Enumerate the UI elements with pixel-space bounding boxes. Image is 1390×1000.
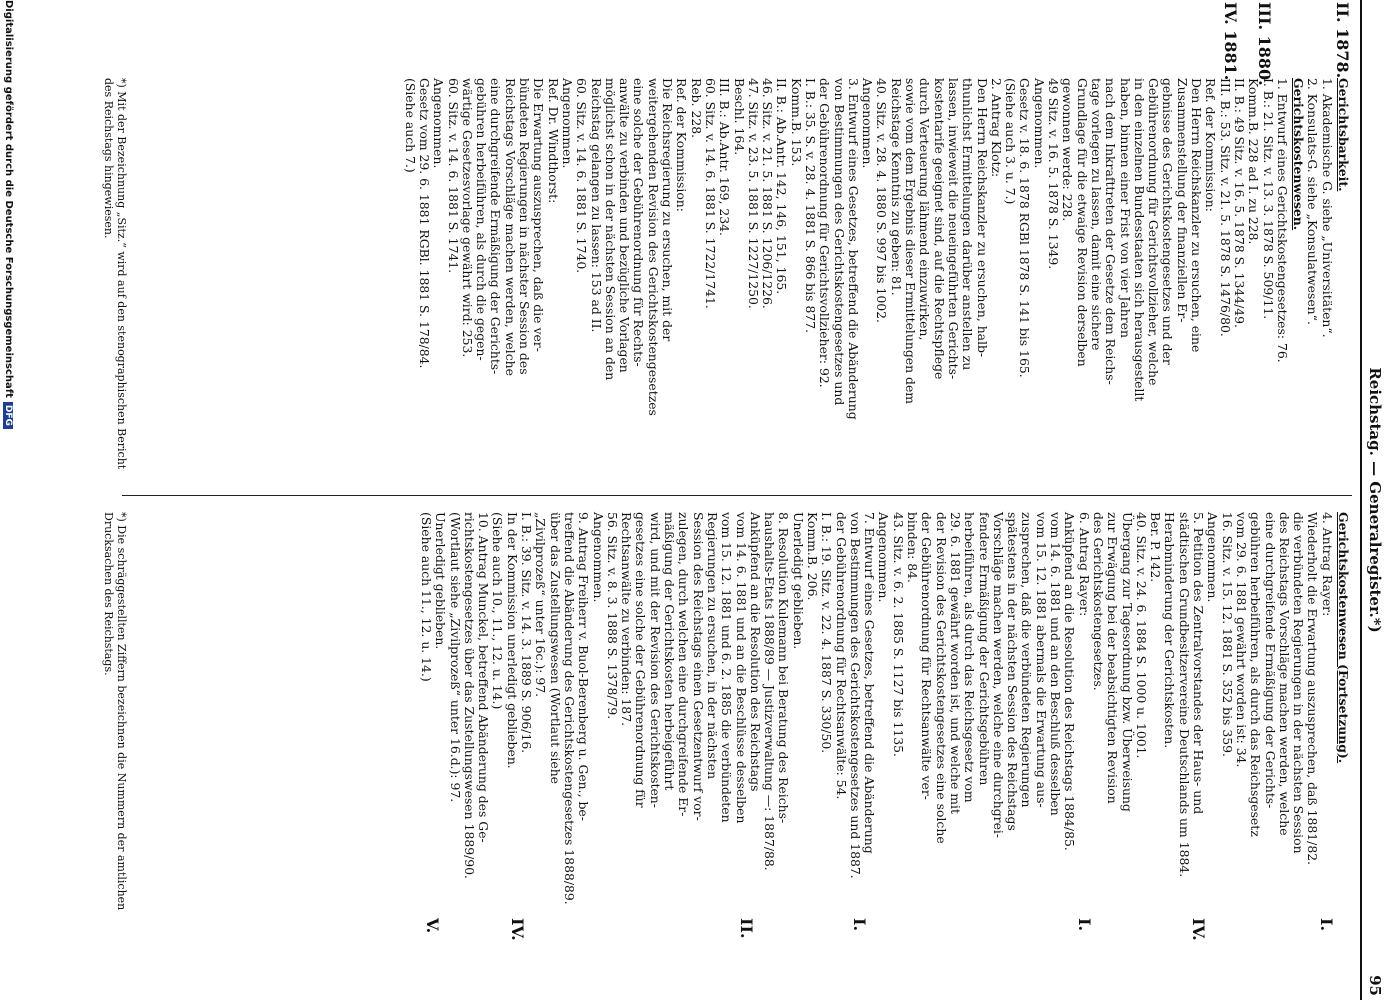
- text-line: (Siehe auch 11., 12. u. 14.): [419, 512, 434, 682]
- text-line: 60. Sitz. v. 14. 6. 1881 S. 1722/1741.: [702, 78, 718, 309]
- text-line: von Bestimmungen des Gerichtskostengesetzes und: [831, 78, 847, 406]
- margin-mark: IV.: [508, 918, 527, 941]
- margin-mark: IV.: [1189, 918, 1208, 941]
- text-line: Ref. der Kommission:: [1203, 78, 1219, 212]
- text-line: bündeten Regierungen in nächster Session des: [517, 78, 533, 375]
- text-line: anwälte zu verbinden und bezügliche Vorlagen: [617, 78, 633, 373]
- text-line: Reichstage Kenntnis zu geben: 81.: [888, 78, 904, 296]
- left-column: [402, 78, 1350, 478]
- text-line: haushalts-Etats 1888/89 — Justizverwaltung —: 1887/88.: [762, 512, 778, 871]
- left-text-block: [402, 78, 1288, 478]
- right-text-block: [419, 512, 1334, 917]
- text-line: fendere Ermäßigung der Gerichtsgebühren: [976, 512, 992, 786]
- footnote: *) Mit der Bezeichnung „Sitz.“ wird auf den stenographischen Bericht des Reichstags hingewiesen.: [102, 78, 128, 470]
- text-line: Angenommen.: [559, 78, 575, 169]
- text-line: von Bestimmungen des Gerichtskostengesetzes und 1887.: [847, 512, 863, 879]
- text-line: spätestens in der nächsten Session des Reichstags: [1005, 512, 1021, 831]
- text-line: Rechtsanwälte zu verbinden: 187.: [619, 512, 635, 727]
- text-line: der Gebührenordnung für Rechtsanwälte ver-: [919, 512, 935, 800]
- footnote: *) Die schräggestellten Ziffern bezeichnen die Nummern der amtlichen Drucksachen des Reichstags.: [102, 512, 128, 911]
- text-line: Herabminderung der Gerichtskosten.: [1162, 512, 1178, 749]
- text-line: III. B.: Ab.Antr. 169, 234.: [717, 78, 733, 236]
- text-line: Gesetz vom 29. 6. 1881 RGBl. 1881 S. 178/84.: [417, 78, 432, 369]
- text-line: kostentarife geeignet sind, auf die Rechtspflege: [931, 78, 947, 380]
- text-line: zur Erwägung bei der beabsichtigten Revision: [1105, 512, 1121, 804]
- text-line: der Revision des Gerichtskostengesetzes eine solche: [933, 512, 949, 844]
- text-line: treffend die Abänderung des Gerichtskostengesetzes 1888/89.: [561, 512, 577, 905]
- text-line: zulegen, durch welchen eine durchgreifende Er-: [676, 512, 692, 817]
- text-line: 46. Sitz. v. 21. 5. 1881 S. 1206/1226.: [760, 78, 776, 309]
- text-line: 6. Antrag Rayer:: [1076, 512, 1092, 617]
- text-line: binden: 84.: [905, 512, 921, 583]
- text-line: 1. Entwurf eines Gerichtskostengesetzes: 76.: [1274, 78, 1290, 363]
- text-line: in den einzelnen Bundesstaaten sich herausgestellt: [1131, 78, 1147, 402]
- text-line: 60. Sitz. v. 14. 6. 1881 S. 1741.: [445, 78, 461, 274]
- text-line: Angenommen.: [876, 512, 892, 603]
- text-line: Anküpfend an die Resolution des Reichstags: [747, 512, 763, 792]
- text-line: (Siehe auch 3. u. 7.): [1003, 78, 1019, 205]
- margin-mark: I.: [850, 918, 869, 932]
- text-line: (Wortlaut siehe „Zivilprozeß“ unter 16.d.): 97.: [447, 512, 463, 803]
- text-line: 16. Sitz. v. 15. 12. 1881 S. 352 bis 359.: [1219, 512, 1235, 757]
- text-line: tage vorlegen zu lassen, damit eine sichere: [1088, 78, 1104, 351]
- text-line: Session des Reichstags einen Gesetzentwurf vor-: [690, 512, 706, 821]
- margin-mark: III. 1880.: [1255, 2, 1274, 86]
- text-line: 40. Sitz. v. 28. 4. 1880 S. 997 bis 1002.: [874, 78, 890, 323]
- text-line: wird, und mit der Revision des Gerichtskosten-: [647, 512, 663, 808]
- text-line: wärtige Gesetzesvorlage gewährt wird: 253.: [459, 78, 475, 358]
- margin-mark: I.: [1075, 918, 1094, 932]
- text-line: II. B.: 49 Sitz. v. 16. 5. 1878 S. 1344/49.: [1231, 78, 1247, 328]
- text-line: des Gerichtskostengesetzes.: [1090, 512, 1106, 691]
- text-line: vom 15. 12. 1881 und 6. 2. 1885 die verbündeten: [719, 512, 735, 823]
- page-number: 95: [1366, 975, 1384, 996]
- text-line: 10. Antrag Munckel, betreffend Abänderung des Ge-: [476, 512, 492, 843]
- text-line: Komm.B. 206.: [805, 512, 821, 601]
- text-line: Angenommen.: [860, 78, 876, 169]
- text-line: Beschl. 164.: [731, 78, 747, 156]
- text-line: lassen, inwieweit die neueingeführten Gerichts-: [945, 78, 961, 380]
- text-line: In der Kommission unerledigt geblieben.: [504, 512, 520, 769]
- text-line: herbeiführen, als durch das Reichsgesetz vom: [962, 512, 978, 803]
- text-line: vom 15. 12. 1881 abermals die Erwartung aus-: [1033, 512, 1049, 808]
- page-title: Reichstag. — Generalregister.*): [1366, 367, 1384, 633]
- text-line: Angenommen.: [431, 78, 447, 169]
- text-line: gebnisse des Gerichtskostengesetzes und der: [1160, 78, 1176, 365]
- text-line: 40. Sitz. v. 24. 6. 1884 S. 1000 u. 1001.: [1133, 512, 1149, 759]
- margin-mark: II. 1878.: [1333, 2, 1352, 79]
- text-line: II. B.: Ab.Antr. 142, 146, 151, 165.: [774, 78, 790, 295]
- text-line: 1. Akademische G. siehe „Universitäten“.: [1319, 78, 1335, 338]
- text-line: gewonnen werde: 228.: [1060, 78, 1076, 222]
- text-line: (Siehe auch 10., 11., 12. u. 14.): [490, 512, 506, 710]
- text-line: Die Reichsregierung zu ersuchen, mit der: [660, 78, 676, 342]
- text-line: 5. Petition des Zentralvorstandes der Haus- und: [1191, 512, 1207, 815]
- text-line: Übergang zur Tagesordnung bzw. Überweisung: [1119, 512, 1135, 812]
- text-line: eine solche der Gebührenordnung für Rechts-: [631, 78, 647, 367]
- text-line: möglichst schon in der nächsten Session an den: [602, 78, 618, 381]
- text-line: Angenommen.: [1031, 78, 1047, 169]
- text-line: thunlichst Ermittelungen darüber anstellen zu: [960, 78, 976, 371]
- section-heading: Gerichtskostenwesen.: [1291, 78, 1307, 231]
- text-line: 9. Antrag Freiherr v. Buol-Berenberg u. Gen., be-: [576, 512, 592, 821]
- text-line: 29. 6. 1881 gewährt worden ist, und welche mit: [947, 512, 963, 814]
- text-line: I. B.: 39. Sitz. v. 14. 3. 1889 S. 906/16.: [519, 512, 535, 754]
- text-line: eine durchgreifende Ermäßigung der Gerichts-: [1262, 512, 1278, 809]
- margin-mark: IV. 1881.: [1221, 2, 1240, 81]
- text-line: Ref. der Kommission:: [674, 78, 690, 212]
- text-line: haben, binnen einer Frist von vier Jahren: [1117, 78, 1133, 338]
- text-line: 2. Antrag Klotz:: [988, 78, 1004, 178]
- text-line: Ref. Dr. Windthorst:: [545, 78, 561, 204]
- text-line: Reb. 228.: [688, 78, 704, 139]
- text-line: I. B.: 19. Sitz. v. 22. 4. 1887 S. 330/50.: [819, 512, 835, 754]
- text-line: mäßigung der Gerichtskosten herbeigeführt: [662, 512, 678, 791]
- text-line: Vorschläge machen werden, welche eine durchgrei-: [990, 512, 1006, 839]
- text-line: nach dem Inkrafttreten der Gesetze dem Reichs-: [1103, 78, 1119, 385]
- text-line: vom 14. 6. 1881 und an die Beschlüsse desselben: [733, 512, 749, 824]
- text-line: sowie vom dem Ergebnis dieser Ermittelungen dem: [903, 78, 919, 405]
- text-line: Die Erwartung auszusprechen, daß die ver-: [531, 78, 547, 352]
- text-line: gebühren herbeiführen, als durch das Reichsgesetz: [1248, 512, 1264, 837]
- column-divider: [122, 495, 1352, 496]
- text-line: 8. Resolution Kulemann bei Beratung des Reichs-: [776, 512, 792, 824]
- text-line: 43. Sitz. v. 6. 2. 1885 S. 1127 bis 1135.: [890, 512, 906, 757]
- text-line: eine durchgreifende Ermäßigung der Gerichts-: [488, 78, 504, 375]
- text-line: 56. Sitz. v. 8. 3. 1888 S. 1378/79.: [604, 512, 620, 720]
- page-header: [1360, 0, 1384, 1000]
- text-line: Den Herrn Reichskanzler zu ersuchen, eine: [1189, 78, 1205, 353]
- text-line: der Gebührenordnung für Gerichtsvollzieher: 92.: [817, 78, 833, 388]
- text-line: der Gebührenordnung für Rechtsanwälte: 54.: [833, 512, 849, 800]
- text-line: Unerledigt geblieben.: [433, 512, 449, 650]
- text-line: Reichstags Vorschläge machen werden, welche: [502, 78, 518, 376]
- text-line: I. B.: 35. S. v. 28. 4. 1881 S. 866 bis 877.: [803, 78, 819, 334]
- text-line: Zusammenstellung der finanziellen Er-: [1174, 78, 1190, 323]
- right-column: [419, 512, 1350, 917]
- text-line: 3. Entwurf eines Gesetzes, betreffend die Abänderung: [845, 78, 861, 420]
- text-line: über das Zustellungswesen (Wortlaut siehe: [547, 512, 563, 785]
- text-line: Den Herrn Reichskanzler zu ersuchen, halb-: [974, 78, 990, 358]
- text-line: I. B.: 21. Sitz. v. 13. 3. 1878 S. 509/11.: [1260, 78, 1276, 320]
- text-line: 4. Antrag Rayer:: [1319, 512, 1335, 617]
- section-heading: Gerichtskostenwesen (Fortsetzung).: [1336, 512, 1351, 764]
- credit-text: Digitalisierung gefördert durch die Deutsche Forschungsgemeinschaft: [3, 0, 14, 398]
- text-line: „Zivilprozeß“ unter 16c.): 97.: [533, 512, 549, 698]
- text-line: III. B.: 53. Sitz. v. 21. 5. 1878 S. 1476/80.: [1217, 78, 1233, 337]
- text-line: Komm.B. 228 ad I. zu 228.: [1246, 78, 1262, 245]
- text-line: richtskostengesetzes über das Zustellungswesen 1889/90.: [461, 512, 477, 879]
- text-line: weitergehenden Revision des Gerichtskostengesetzes: [645, 78, 661, 416]
- text-line: Regierungen zu ersuchen, in der nächsten: [704, 512, 720, 780]
- text-line: Gebührenordnung für Gerichtsvollzieher, welche: [1146, 78, 1162, 386]
- text-line: durch Verteuerung lähmend einzuwirken,: [917, 78, 933, 341]
- text-line: vom 14. 6. 1881 und an den Beschluß desselben: [1048, 512, 1064, 816]
- text-line: Unerledigt geblieben.: [790, 512, 806, 650]
- text-line: Grundlage für die etwaige Revision derselben: [1074, 78, 1090, 367]
- text-line: zusprechen, daß die verbündeten Regierungen: [1019, 512, 1035, 808]
- text-line: 47. Sitz. v. 23. 5. 1881 S. 1227/1250.: [745, 78, 761, 309]
- digitization-credit: [3, 0, 14, 1000]
- text-line: 7. Entwurf eines Gesetzes, betreffend die Abänderung: [862, 512, 878, 854]
- text-line: 49 Sitz. v. 16. 5. 1878 S. 1349.: [1046, 78, 1062, 270]
- text-line: Anküpfend an die Resolution des Reichstags 1884/85.: [1062, 512, 1078, 851]
- text-line: Ber. P. 142.: [1148, 512, 1164, 583]
- section-heading: Gerichtsbarkeit.: [1336, 78, 1351, 192]
- text-line: 60. Sitz. v. 14. 6. 1881 S. 1740.: [574, 78, 590, 274]
- text-line: die verbündeten Regierungen in der nächsten Session: [1291, 512, 1307, 854]
- text-line: (Siehe auch 7.): [402, 78, 418, 173]
- text-line: Angenommen.: [1205, 512, 1221, 603]
- text-line: Wiederholt die Erwartung auszusprechen, daß 1881/82.: [1305, 512, 1321, 866]
- text-line: vom 29. 6. 1881 gewährt worden ist: 34.: [1233, 512, 1249, 768]
- text-line: städtischen Grundbesitzervereine Deutschlands um 1884.: [1176, 512, 1192, 878]
- text-line: Angenommen.: [590, 512, 606, 603]
- text-line: Reichstag gelangen zu lassen: 153 ad II.: [588, 78, 604, 333]
- text-line: Gesetz v. 18. 6. 1878 RGBl 1878 S. 141 bis 165.: [1017, 78, 1033, 378]
- text-line: gebühren herbeiführen, als durch die gegen-: [474, 78, 490, 361]
- text-line: gesetzes eine solche der Gebührenordnung für: [633, 512, 649, 808]
- text-line: des Reichstags Vorschläge machen werden, welche: [1276, 512, 1292, 836]
- dfg-logo: DFG: [3, 402, 13, 429]
- margin-mark: V.: [423, 918, 442, 934]
- margin-mark: II.: [737, 918, 756, 939]
- text-line: 2. Konsulats-G. siehe „Konsulatwesen“.: [1305, 78, 1321, 325]
- text-line: Komm.B. 153.: [788, 78, 804, 167]
- margin-mark: I.: [1317, 918, 1336, 932]
